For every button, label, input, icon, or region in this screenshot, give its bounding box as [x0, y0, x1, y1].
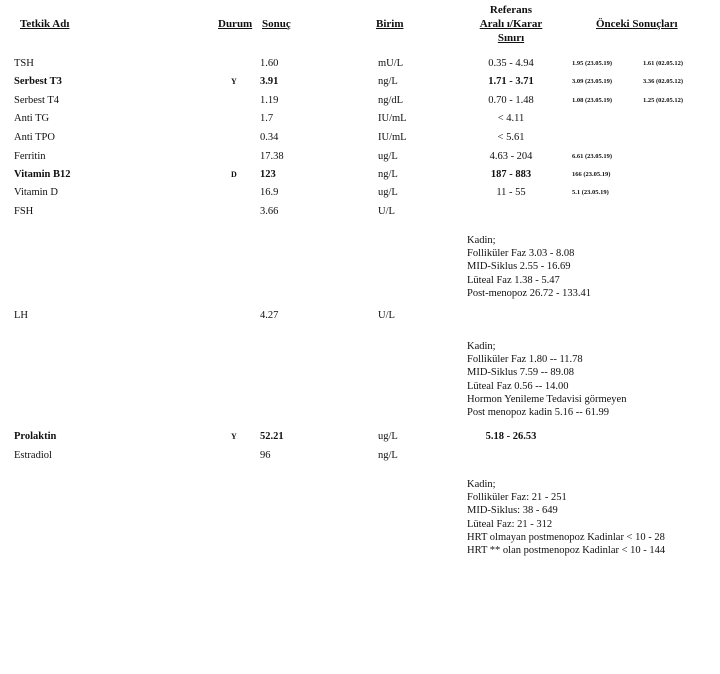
- reference-line: Hormon Yenileme Tedavisi görmeyen: [467, 393, 627, 405]
- reference-line: Lüteal Faz: 21 - 312: [467, 518, 553, 530]
- unit: U/L: [378, 310, 395, 321]
- result-value: 16.9: [260, 187, 279, 198]
- result-value: 52.21: [260, 431, 284, 442]
- table-row: [0, 151, 720, 169]
- unit: ng/L: [378, 450, 398, 461]
- unit: mU/L: [378, 58, 404, 69]
- table-row: [0, 187, 720, 205]
- reference-range: < 5.61: [497, 132, 525, 143]
- reference-line: Kadin;: [467, 479, 496, 490]
- result-value: 3.66: [260, 206, 279, 217]
- test-name: Anti TPO: [14, 132, 55, 143]
- result-value: 3.91: [260, 76, 279, 87]
- header-previous-results: Önceki Sonuçları: [596, 18, 678, 30]
- reference-line: Kadin;: [467, 341, 496, 352]
- result-value: 1.7: [260, 113, 274, 124]
- result-value: 96: [260, 450, 271, 461]
- table-row: [0, 450, 720, 468]
- unit: ug/L: [378, 431, 398, 442]
- previous-result-1: 5.1 (23.05.19): [572, 189, 609, 196]
- test-name: Ferritin: [14, 151, 46, 162]
- test-name: FSH: [14, 206, 34, 217]
- header-reference-line2: Aralı ı/Karar: [479, 18, 543, 30]
- reference-line: MID-Siklus: 38 - 649: [467, 505, 558, 517]
- unit: ng/dL: [378, 95, 404, 106]
- table-row: [0, 431, 720, 449]
- previous-result-2: 1.61 (02.05.12): [643, 60, 684, 67]
- previous-result-1: 6.61 (23.05.19): [572, 153, 613, 160]
- estradiol-reference-block: [467, 478, 665, 557]
- status-flag: Y: [231, 77, 237, 86]
- table-row: [0, 132, 720, 150]
- table-row: [0, 95, 720, 113]
- unit: ng/L: [378, 169, 398, 180]
- status-flag: D: [231, 170, 237, 179]
- unit: U/L: [378, 206, 395, 217]
- header-result: Sonuç: [262, 18, 291, 30]
- reference-range: 187 - 883: [490, 169, 532, 180]
- result-value: 123: [260, 169, 276, 180]
- reference-range: 4.63 - 204: [489, 151, 533, 162]
- header-unit: Birim: [376, 18, 404, 30]
- header-test-name: Tetkik Adı: [20, 18, 70, 30]
- table-row: [0, 310, 720, 328]
- reference-line: HRT ** olan postmenopoz Kadinlar < 10 - 144: [467, 545, 666, 557]
- fsh-reference-block: [467, 234, 591, 300]
- test-name: Serbest T3: [14, 76, 62, 87]
- header-reference-line1: Referans: [489, 4, 533, 16]
- test-name: TSH: [14, 58, 34, 69]
- unit: ug/L: [378, 187, 398, 198]
- reference-line: Lüteal Faz 1.38 - 5.47: [467, 274, 560, 286]
- result-value: 0.34: [260, 132, 279, 143]
- result-value: 4.27: [260, 310, 279, 321]
- header-status: Durum: [218, 18, 253, 30]
- previous-result-1: 3.09 (23.05.19): [572, 78, 613, 85]
- test-name: LH: [14, 310, 28, 321]
- unit: ug/L: [378, 151, 398, 162]
- test-name: Anti TG: [14, 113, 50, 124]
- reference-line: MID-Siklus 7.59 -- 89.08: [467, 367, 575, 379]
- header-reference-line3: Sınırı: [497, 32, 525, 44]
- reference-line: Post menopoz kadin 5.16 -- 61.99: [467, 407, 610, 419]
- reference-range: 11 - 55: [496, 187, 526, 198]
- table-row: [0, 58, 720, 76]
- test-name: Serbest T4: [14, 95, 60, 106]
- previous-result-2: 3.36 (02.05.12): [643, 78, 684, 85]
- reference-range: 0.70 - 1.48: [488, 95, 534, 106]
- reference-range: 1.71 - 3.71: [488, 76, 534, 87]
- lh-reference-block: [467, 340, 626, 419]
- reference-range: 5.18 - 26.53: [485, 431, 537, 442]
- test-name: Prolaktin: [14, 431, 57, 442]
- table-row: [0, 76, 720, 94]
- reference-line: MID-Siklus 2.55 - 16.69: [467, 261, 571, 273]
- table-row: [0, 169, 720, 187]
- reference-line: HRT olmayan postmenopoz Kadinlar < 10 - 28: [467, 531, 665, 543]
- status-flag: Y: [231, 432, 237, 441]
- unit: IU/mL: [378, 113, 407, 124]
- previous-result-1: 1.08 (23.05.19): [572, 97, 613, 104]
- reference-line: Post-menopoz 26.72 - 133.41: [467, 287, 591, 299]
- unit: IU/mL: [378, 132, 407, 143]
- reference-line: Folliküler Faz 1.80 -- 11.78: [467, 354, 583, 366]
- table-row: [0, 113, 720, 131]
- unit: ng/L: [378, 76, 398, 87]
- reference-range: 0.35 - 4.94: [488, 58, 534, 69]
- result-value: 1.19: [260, 95, 279, 106]
- previous-result-1: 1.95 (23.05.19): [572, 60, 613, 67]
- header-reference: [470, 3, 552, 45]
- table-row: [0, 206, 720, 224]
- test-name: Estradiol: [14, 450, 52, 461]
- reference-line: Folliküler Faz: 21 - 251: [467, 492, 567, 504]
- reference-line: Folliküler Faz 3.03 - 8.08: [467, 248, 575, 260]
- result-value: 1.60: [260, 58, 279, 69]
- reference-range: < 4.11: [497, 113, 525, 124]
- test-name: Vitamin B12: [14, 169, 71, 180]
- reference-line: Lüteal Faz 0.56 -- 14.00: [467, 380, 569, 392]
- reference-line: Kadin;: [467, 235, 496, 246]
- previous-result-2: 1.25 (02.05.12): [643, 97, 684, 104]
- previous-result-1: 166 (23.05.19): [572, 171, 611, 178]
- result-value: 17.38: [260, 151, 284, 162]
- test-name: Vitamin D: [14, 187, 58, 198]
